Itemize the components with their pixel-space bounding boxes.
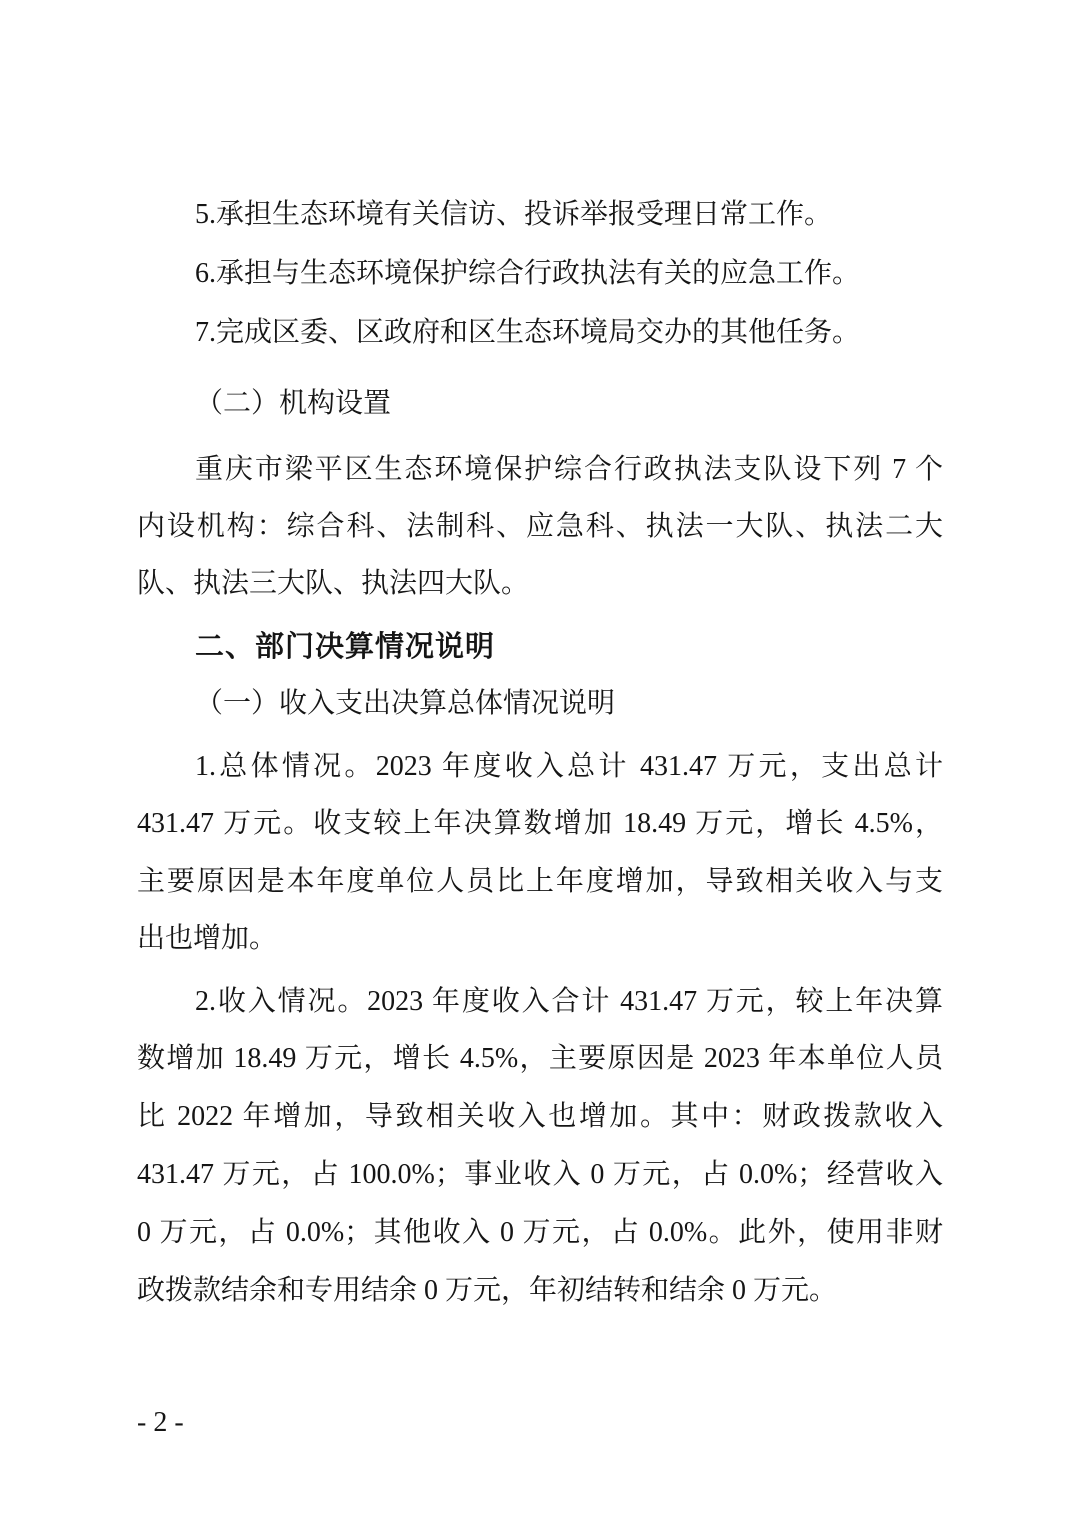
- heading-budget-explanation: 二、部门决算情况说明: [195, 631, 496, 663]
- income-paragraph-line-6: 政拨款结余和专用结余 0 万元，年初结转和结余 0 万元。: [137, 1275, 838, 1306]
- income-paragraph-line-3: 比 2022 年增加，导致相关收入也增加。其中：财政拨款收入: [137, 1101, 943, 1132]
- page-number: - 2 -: [137, 1407, 184, 1438]
- duty-item-5: 5.承担生态环境有关信访、投诉举报受理日常工作。: [195, 199, 833, 230]
- subheading-org-setup: （二）机构设置: [195, 388, 392, 419]
- duty-item-7: 7.完成区委、区政府和区生态环境局交办的其他任务。: [195, 317, 861, 348]
- overview-paragraph-line-2: 431.47 万元。收支较上年决算数增加 18.49 万元，增长 4.5%，: [137, 808, 943, 839]
- overview-paragraph-line-3: 主要原因是本年度单位人员比上年度增加，导致相关收入与支: [137, 866, 943, 897]
- duty-item-6: 6.承担与生态环境保护综合行政执法有关的应急工作。: [195, 258, 861, 289]
- income-paragraph-line-5: 0 万元，占 0.0%；其他收入 0 万元，占 0.0%。此外，使用非财: [137, 1217, 943, 1248]
- overview-paragraph-line-4: 出也增加。: [137, 923, 278, 954]
- income-paragraph-line-1: 2.收入情况。2023 年度收入合计 431.47 万元，较上年决算: [195, 986, 943, 1017]
- subheading-income-expense-overview: （一）收入支出决算总体情况说明: [195, 688, 616, 719]
- org-paragraph-line-2: 内设机构：综合科、法制科、应急科、执法一大队、执法二大: [137, 511, 943, 542]
- org-paragraph-line-1: 重庆市梁平区生态环境保护综合行政执法支队设下列 7 个: [195, 454, 943, 485]
- income-paragraph-line-2: 数增加 18.49 万元，增长 4.5%，主要原因是 2023 年本单位人员: [137, 1043, 943, 1074]
- income-paragraph-line-4: 431.47 万元，占 100.0%；事业收入 0 万元，占 0.0%；经营收入: [137, 1159, 943, 1190]
- org-paragraph-line-3: 队、执法三大队、执法四大队。: [137, 568, 530, 599]
- overview-paragraph-line-1: 1.总体情况。2023 年度收入总计 431.47 万元，支出总计: [195, 751, 943, 782]
